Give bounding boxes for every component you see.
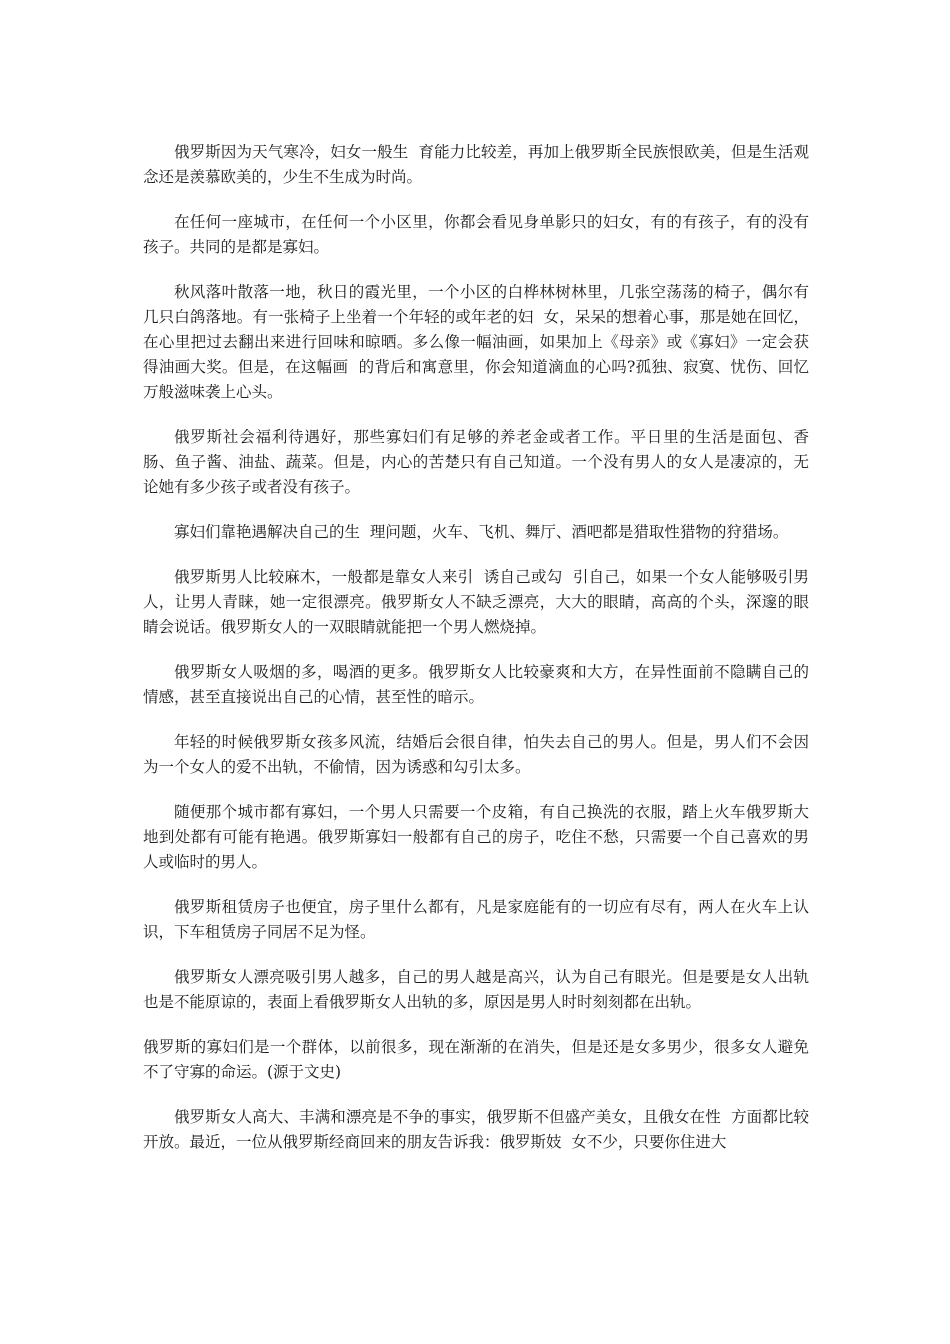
paragraph: 俄罗斯女人高大、丰满和漂亮是不争的事实，俄罗斯不但盛产美女，且俄女在性 方面都比较开放。最近，一位从俄罗斯经商回来的朋友告诉我：俄罗斯妓 女不少，只要你住进大 bbox=[143, 1108, 809, 1151]
paragraph: 俄罗斯女人漂亮吸引男人越多，自己的男人越是高兴，认为自己有眼光。但是要是女人出轨也是不能原谅的，表面上看俄罗斯女人出轨的多，原因是男人时时刻刻都在出轨。 bbox=[143, 968, 809, 1011]
paragraph: 俄罗斯的寡妇们是一个群体，以前很多，现在渐渐的在消失，但是还是女多男少，很多女人避免不了守寡的命运。(源于文史) bbox=[143, 1038, 809, 1081]
paragraph: 俄罗斯女人吸烟的多，喝酒的更多。俄罗斯女人比较豪爽和大方，在异性面前不隐瞒自己的情感，甚至直接说出自己的心情，甚至性的暗示。 bbox=[143, 663, 809, 706]
paragraph: 俄罗斯男人比较麻木，一般都是靠女人来引 诱自己或勾 引自己，如果一个女人能够吸引男人，让男人青睐，她一定很漂亮。俄罗斯女人不缺乏漂亮，大大的眼睛，高高的个头，深邃的眼睛会说话。俄罗斯女人的一双眼睛就能把一个男人燃烧掉。 bbox=[143, 568, 809, 636]
paragraph: 在任何一座城市，在任何一个小区里，你都会看见身单影只的妇女，有的有孩子，有的没有孩子。共同的是都是寡妇。 bbox=[143, 213, 809, 256]
paragraph: 随便那个城市都有寡妇，一个男人只需要一个皮箱，有自己换洗的衣服，踏上火车俄罗斯大地到处都有可能有艳遇。俄罗斯寡妇一般都有自己的房子，吃住不愁，只需要一个自己喜欢的男人或临时的男人。 bbox=[143, 803, 809, 871]
paragraph: 俄罗斯租赁房子也便宜，房子里什么都有，凡是家庭能有的一切应有尽有，两人在火车上认识，下车租赁房子同居不足为怪。 bbox=[143, 898, 809, 941]
paragraph: 年轻的时候俄罗斯女孩多风流，结婚后会很自律，怕失去自己的男人。但是，男人们不会因为一个女人的爱不出轨，不偷情，因为诱惑和勾引太多。 bbox=[143, 733, 809, 776]
document-body bbox=[143, 140, 809, 1175]
paragraph: 秋风落叶散落一地，秋日的霞光里，一个小区的白桦林树林里，几张空荡荡的椅子，偶尔有几只白鸽落地。有一张椅子上坐着一个年轻的或年老的妇 女，呆呆的想着心事，那是她在回忆，在心里把过去翻出来进行回味和晾晒。多么像一幅油画，如果加上《母亲》或《寡妇》一定会获得油画大奖。但是，在这幅画 的背后和寓意里，你会知道滴血的心吗?孤独、寂寞、忧伤、回忆万般滋味袭上心头。 bbox=[143, 283, 809, 401]
paragraph: 俄罗斯社会福利待遇好，那些寡妇们有足够的养老金或者工作。平日里的生活是面包、香肠、鱼子酱、油盐、蔬菜。但是，内心的苦楚只有自己知道。一个没有男人的女人是凄凉的，无论她有多少孩子或者没有孩子。 bbox=[143, 428, 809, 496]
paragraph: 俄罗斯因为天气寒冷，妇女一般生 育能力比较差，再加上俄罗斯全民族恨欧美，但是生活观念还是羡慕欧美的，少生不生成为时尚。 bbox=[143, 143, 809, 186]
paragraph: 寡妇们靠艳遇解决自己的生 理问题，火车、飞机、舞厅、酒吧都是猎取性猎物的狩猎场。 bbox=[174, 523, 789, 541]
